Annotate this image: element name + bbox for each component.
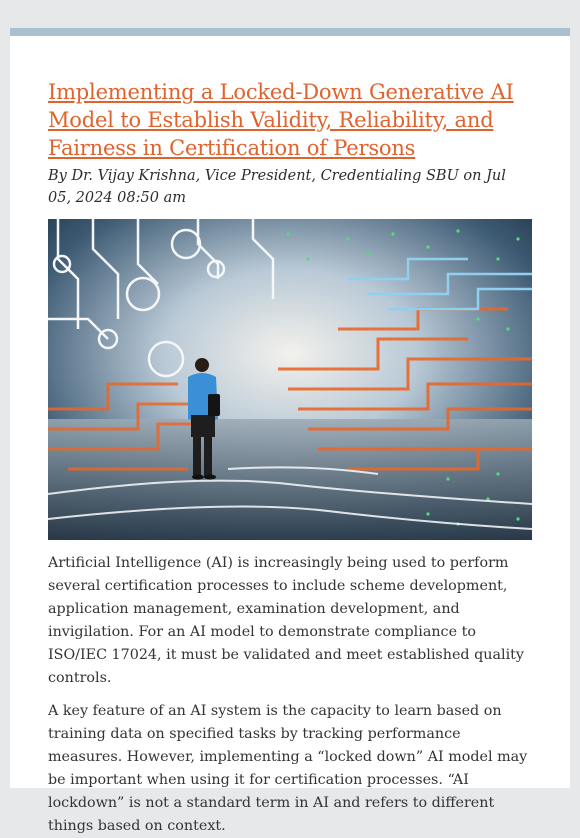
article-paragraph: A key feature of an AI system is the capacity to learn based on training data on specified tasks by tracking performance measures. However, implementing a “locked down” AI model may be important when using it for certification processes. “AI lockdown” is not a standard term in AI and refers to different things based on context. <box>48 703 528 834</box>
article-title-link[interactable]: Implementing a Locked-Down Generative AI Model to Establish Validity, Reliability, and Fairness in Certification of Persons <box>48 80 514 160</box>
article-byline: By Dr. Vijay Krishna, Vice President, Credentialing SBU on Jul 05, 2024 08:50 am <box>48 168 506 206</box>
email-card <box>10 28 570 834</box>
article-paragraph: Artificial Intelligence (AI) is increasingly being used to perform several certification processes to include scheme development, application management, examination development, and invigilation. For an AI model to demonstrate compliance to ISO/IEC 17024, it must be validated and meet established quality controls. <box>48 555 524 686</box>
hero-image-circuit-man <box>48 219 532 540</box>
article <box>48 78 532 838</box>
